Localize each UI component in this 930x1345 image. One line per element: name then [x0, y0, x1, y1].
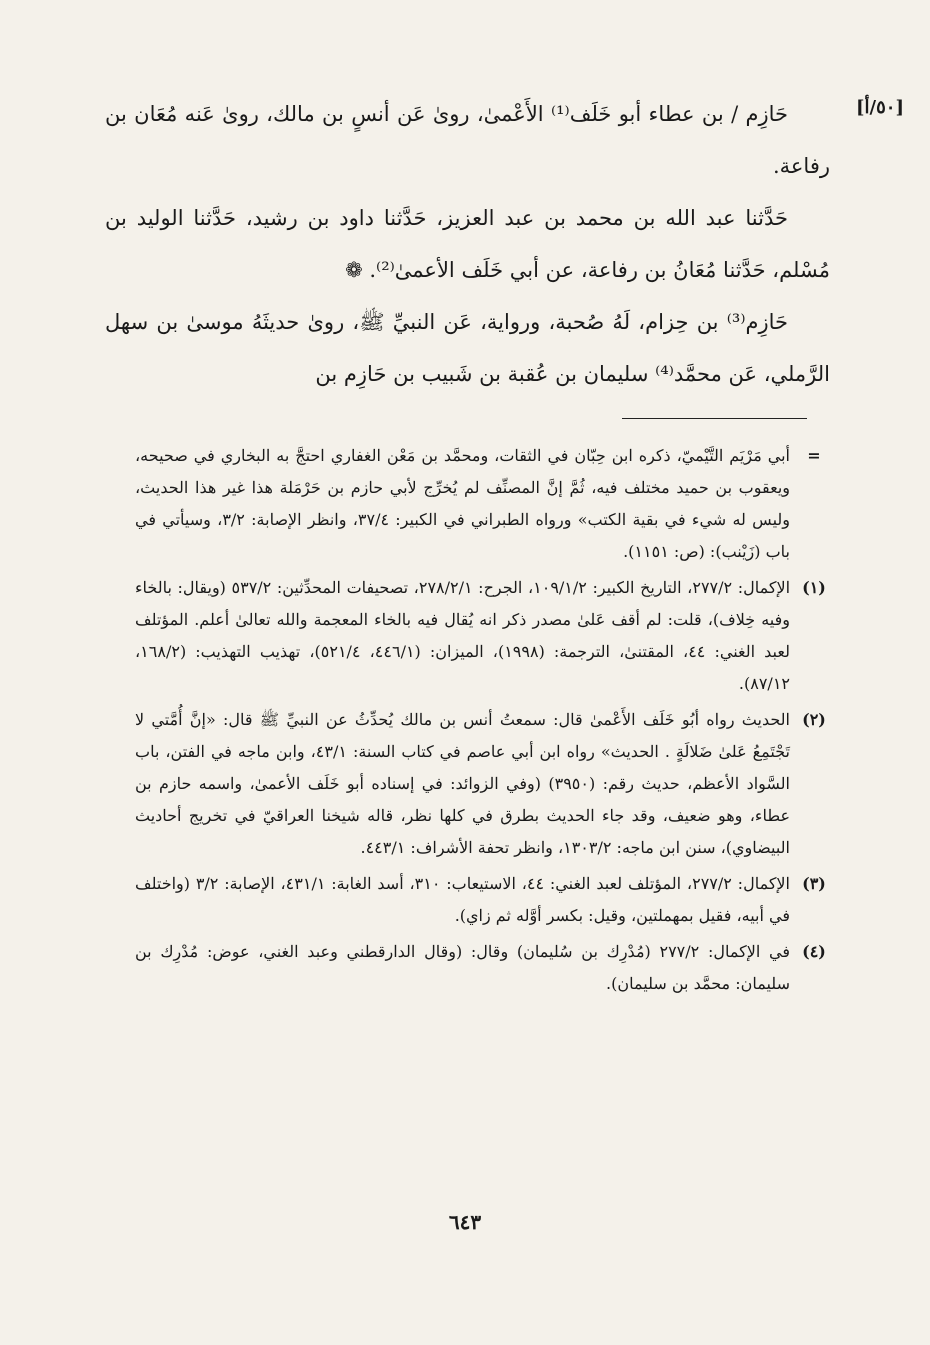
- footnote-3: [135, 868, 826, 932]
- footnote-text: الإكمال: ٢٧٧/٢، المؤتلف لعبد الغني: ٤٤، الاستيعاب: ٣١٠، أسد الغابة: ٤٣١/١، الإصابة: ٣/٢ (واختلف في أبيه، فقيل بمهملتين، وقيل: بكسر أوَّله ثم زاي).: [135, 874, 791, 925]
- footnote-text: الإكمال: ٢٧٧/٢، التاريخ الكبير: ١٠٩/١/٢، الجرح: ٢٧٨/٢/١، تصحيفات المحدِّثين: ٥٣٧/٢ (ويقال: بالخاء وفيه خِلاف)، قلت: لم أقف عَلىٰ مصدر ذكر انه يُقال فيه بالخاء المعجمة والله تعالىٰ أعلم. المؤتلف لعبد الغني: ٤٤، المقتنىٰ، الترجمة: (١٩٩٨)، الميزان: (٤٤٦/١، ٥٢١/٤)، تهذيب التهذيب: (١٦٨/٢، ٨٧/١٢).: [135, 578, 791, 693]
- footnote-text: أبي مَرْيَم التَّيْميّ، ذكره ابن حِبّان في الثقات، ومحمَّد بن مَعْن الغفاري احتجَّ به البخاري في صحيحه، ويعقوب بن حميد مختلف فيه، ثُمَّ إنَّ المصنِّف لم يُخرِّج لأبي حازم بن حَرْمَلة هذا غير هذا الحديث، وليس له شيء في بقية الكتب» ورواه الطبراني في الكبير: ٣٧/٤، وانظر الإصابة: ٣/٢، وسيأتي في باب (زَيْنب): (ص: ١١٥١).: [135, 446, 791, 561]
- footnote-4: [135, 936, 826, 1000]
- page-number: ٦٤٣: [448, 1210, 482, 1234]
- main-text-body: [105, 88, 830, 400]
- manuscript-folio-marker: [٥٠/أ]: [856, 97, 904, 118]
- footnote-marker: (٤): [802, 942, 826, 961]
- footnote-text: في الإكمال: ٢٧٧/٢ (مُدْرِك بن سُليمان) وقال: (وقال الدارقطني وعبد الغني، عوض: مُدْرِك بن سليمان: محمَّد بن سليمان).: [135, 942, 791, 993]
- footnote-text: الحديث رواه أبُو خَلَف الأَعْمىٰ قال: سمعتُ أنس بن مالك يُحدِّثُ عن النبيِّ ﷺ قال: «إنَّ أُمَّتي لا تَجْتَمِعُ عَلىٰ ضَلالَةٍ . الحديث» رواه ابن أبي عاصم في كتاب السنة: ٤٣/١، وابن ماجه في الفتن، باب السَّواد الأعظم، حديث رقم: (٣٩٥٠) (وفي الزوائد: في إسناده أبو خَلَف الأعمىٰ، واسمه حازم بن عطاء، وهو ضعيف، وقد جاء الحديث بطرق في كلها نظر، قاله شيخنا العراقيّ في تخريج أحاديث البيضاوي)، سنن ابن ماجه: ١٣٠٣/٢، وانظر تحفة الأشراف: ٤٤٣/١.: [135, 710, 791, 857]
- footnote-marker: (٢): [802, 710, 826, 729]
- footnote-1: [135, 572, 826, 700]
- footnotes-section: [135, 440, 826, 1004]
- hadith-chain-paragraph: حَدَّثنا عبد الله بن محمد بن عبد العزيز، حَدَّثنا داود بن رشيد، حَدَّثنا الوليد بن مُسْلم، حَدَّثنا مُعَانُ بن رفاعة، عن أبي خَلَف الأعمىٰ⁽²⁾. ❁: [105, 206, 830, 282]
- footnote-marker: =: [807, 446, 821, 465]
- entry-hazim-ibn-ata: حَازِم / بن عطاء أبو خَلَف⁽¹⁾ الأَعْمىٰ، روىٰ عَن أنسٍ بن مالك، روىٰ عَنه مُعَان بن رفاعة.: [105, 102, 830, 178]
- entry-hazim-ibn-hizam: حَازِم⁽³⁾ بن حِزام، لَهُ صُحبة، ورواية، عَن النبيِّ ﷺ، روىٰ حديثَهُ موسىٰ بن سهل الرَّملي، عَن محمَّد⁽⁴⁾ سليمان بن عُقبة بن شَبيب بن حَازِم بن: [105, 310, 830, 386]
- footnote-2: [135, 704, 826, 864]
- footnote-continuation: [135, 440, 821, 568]
- footnote-separator: [622, 418, 807, 419]
- footnote-marker: (١): [802, 578, 826, 597]
- footnote-marker: (٣): [802, 874, 826, 893]
